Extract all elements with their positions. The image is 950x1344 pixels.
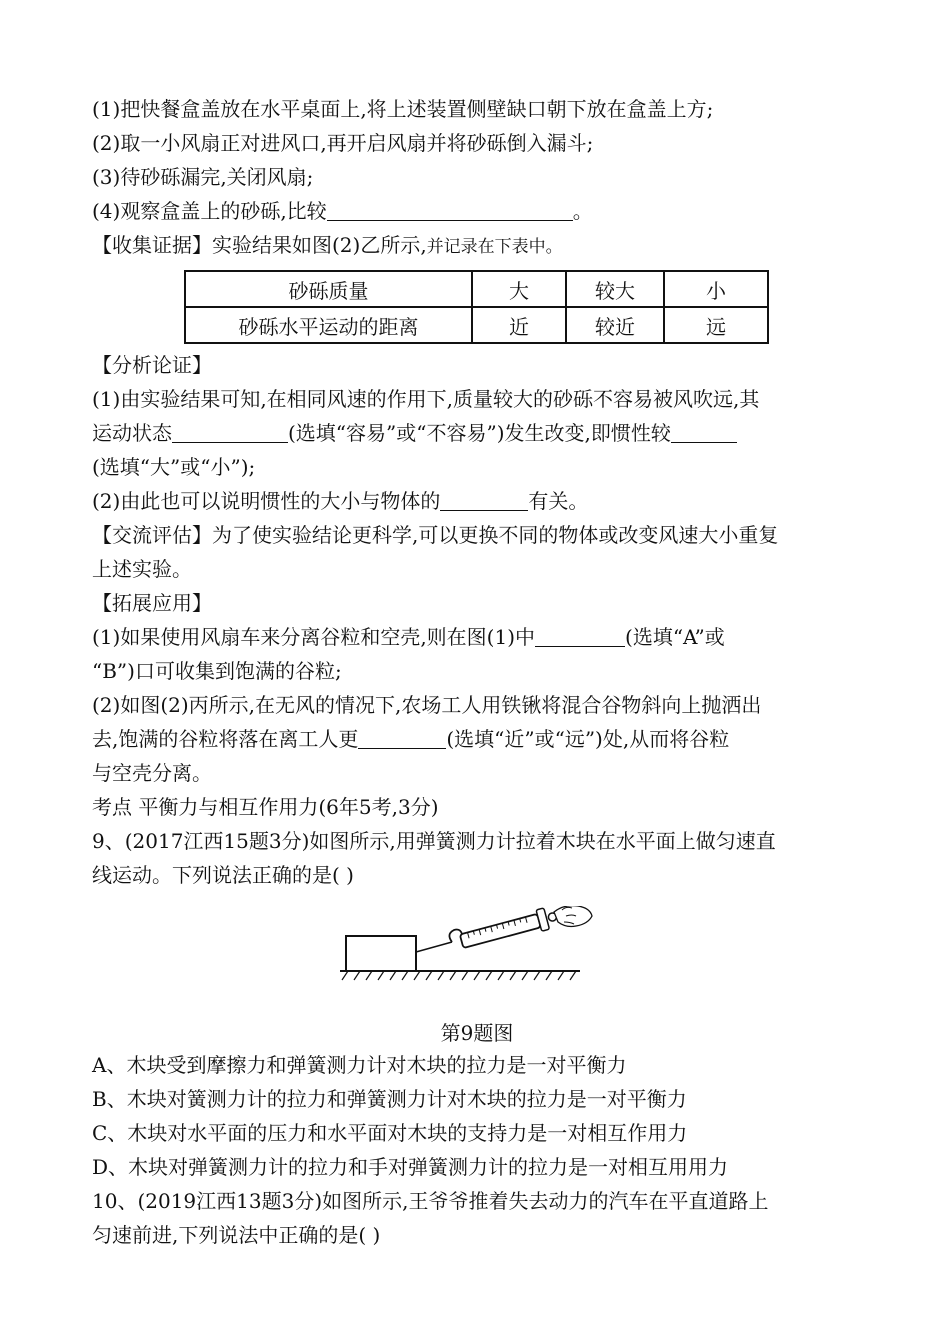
answer-blank-compare[interactable] <box>327 200 573 221</box>
spring-scale-diagram <box>340 906 610 986</box>
answer-blank-inertia[interactable] <box>671 422 737 443</box>
q9-stem-a: 9、(2017江西15题3分)如图所示,用弹簧测力计拉着木块在水平面上做匀速直 <box>92 829 776 853</box>
analysis-p1-d: (选填“大”或“小”); <box>92 455 256 479</box>
extend-text: (1)如果使用风扇车来分离谷粒和空壳,则在图(1)中 <box>92 625 536 649</box>
extend-p1 <box>92 620 862 654</box>
topic-heading: 考点 平衡力与相互作用力(6年5考,3分) <box>92 795 439 819</box>
answer-blank-outlet[interactable] <box>535 626 625 647</box>
extend-text: (选填“A”或 <box>625 625 725 649</box>
step-4-text: (4)观察盒盖上的砂砾,比较 <box>92 199 327 223</box>
table-cell: 砂砾质量 <box>185 271 472 307</box>
table-cell: 较近 <box>566 307 664 343</box>
q10-stem-b: 匀速前进,下列说法中正确的是( ) <box>92 1223 381 1247</box>
table-cell: 远 <box>664 307 768 343</box>
table-row <box>185 307 768 343</box>
answer-blank-factor[interactable] <box>440 490 528 511</box>
table-cell: 砂砾水平运动的距离 <box>185 307 472 343</box>
q9-option-c: C、木块对水平面的压力和水平面对木块的支持力是一对相互作用力 <box>92 1121 688 1145</box>
table-cell: 小 <box>664 271 768 307</box>
step-4 <box>92 194 862 228</box>
q9-option-b: B、木块对簧测力计的拉力和弹簧测力计对木块的拉力是一对平衡力 <box>92 1087 687 1111</box>
table-cell: 近 <box>472 307 566 343</box>
step-4-end: 。 <box>572 199 593 223</box>
q9-option-d: D、木块对弹簧测力计的拉力和手对弹簧测力计的拉力是一对相互用用力 <box>92 1155 729 1179</box>
analysis-heading: 【分析论证】 <box>92 353 212 377</box>
extend-text: (选填“近”或“远”)处,从而将谷粒 <box>446 727 730 751</box>
figure-caption: 第9题图 <box>440 1021 514 1045</box>
answer-blank-distance[interactable] <box>358 728 446 749</box>
table-row <box>185 271 768 307</box>
extend-text: 去,饱满的谷粒将落在离工人更 <box>92 727 359 751</box>
evaluate-a: 【交流评估】为了使实验结论更科学,可以更换不同的物体或改变风速大小重复 <box>92 523 779 547</box>
step-1: (1)把快餐盒盖放在水平桌面上,将上述装置侧壁缺口朝下放在盒盖上方; <box>92 97 714 121</box>
answer-blank-state[interactable] <box>172 422 288 443</box>
analysis-p1-b <box>92 416 862 450</box>
step-3: (3)待砂砾漏完,关闭风扇; <box>92 165 314 189</box>
collect-evidence <box>92 228 862 264</box>
analysis-p2 <box>92 484 862 518</box>
analysis-text: (选填“容易”或“不容易”)发生改变,即惯性较 <box>288 421 671 445</box>
collect-label: 【收集证据】实验结果如图(2)乙所示, <box>92 233 427 257</box>
extend-p2-b <box>92 722 862 756</box>
extend-p1-c: “B”)口可收集到饱满的谷粒; <box>92 659 342 683</box>
q9-option-a: A、木块受到摩擦力和弹簧测力计对木块的拉力是一对平衡力 <box>92 1053 627 1077</box>
analysis-text: 运动状态 <box>92 421 172 445</box>
q10-stem-a: 10、(2019江西13题3分)如图所示,王爷爷推着失去动力的汽车在平直道路上 <box>92 1189 769 1213</box>
analysis-text: (2)由此也可以说明惯性的大小与物体的 <box>92 489 441 513</box>
collect-label-small: 并记录在下表中。 <box>426 237 563 257</box>
results-table <box>184 270 769 344</box>
table-cell: 大 <box>472 271 566 307</box>
extend-p2-a: (2)如图(2)丙所示,在无风的情况下,农场工人用铁锹将混合谷物斜向上抛洒出 <box>92 693 762 717</box>
q9-figure <box>92 898 862 1018</box>
evaluate-b: 上述实验。 <box>92 557 192 581</box>
extend-heading: 【拓展应用】 <box>92 591 212 615</box>
step-2: (2)取一小风扇正对进风口,再开启风扇并将砂砾倒入漏斗; <box>92 131 594 155</box>
extend-p2-d: 与空壳分离。 <box>92 761 212 785</box>
table-cell: 较大 <box>566 271 664 307</box>
document-page <box>92 92 862 1252</box>
analysis-p1-a: (1)由实验结果可知,在相同风速的作用下,质量较大的砂砾不容易被风吹远,其 <box>92 387 760 411</box>
analysis-text: 有关。 <box>528 489 589 513</box>
q9-stem-b: 线运动。下列说法正确的是( ) <box>92 863 354 887</box>
